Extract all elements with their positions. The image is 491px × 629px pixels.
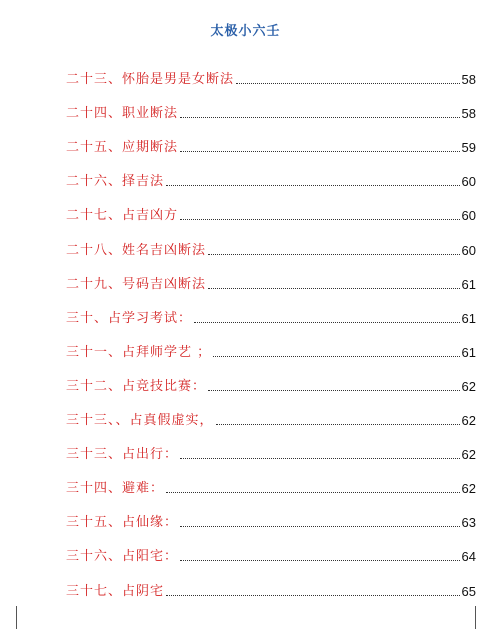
toc-entry-title: 三十三、、占真假虚实，	[66, 413, 214, 429]
toc-entry-page: 60	[461, 242, 476, 258]
toc-entry-page: 62	[461, 447, 476, 463]
toc-entry-page: 61	[461, 276, 476, 292]
toc-entry-title: 二十八、姓名吉凶断法	[66, 242, 207, 258]
toc-entry-page: 62	[461, 413, 476, 429]
toc-leader-dots	[180, 218, 460, 220]
toc-entry-page: 62	[461, 481, 476, 497]
toc-entry-title: 三十六、占阳宅：	[66, 549, 179, 565]
toc-entry-page: 64	[461, 549, 476, 565]
toc-leader-dots	[208, 287, 460, 289]
toc-entry-title: 三十一、占拜师学艺 ；	[66, 344, 212, 360]
toc-leader-dots	[213, 355, 459, 357]
toc-leader-dots	[180, 525, 460, 527]
toc-entry-title: 二十四、职业断法	[66, 106, 179, 122]
toc-entry-page: 58	[461, 72, 476, 88]
toc-entry-page: 59	[461, 140, 476, 156]
toc-entry[interactable]	[66, 90, 476, 124]
toc-entry[interactable]	[66, 295, 476, 329]
toc-leader-dots	[208, 253, 460, 255]
toc-entry[interactable]	[66, 192, 476, 226]
toc-entry-page: 60	[461, 174, 476, 190]
toc-entry[interactable]	[66, 124, 476, 158]
toc-leader-dots	[180, 150, 460, 152]
toc-entry[interactable]	[66, 465, 476, 499]
toc-leader-dots	[180, 116, 460, 118]
toc-entry[interactable]	[66, 226, 476, 260]
toc-leader-dots	[166, 491, 460, 493]
toc-entry-title: 二十七、占吉凶方	[66, 208, 179, 224]
toc-entry[interactable]	[66, 397, 476, 431]
page-header-title: 太极小六壬	[210, 24, 281, 39]
toc-entry-page: 63	[461, 515, 476, 531]
page-right-border	[475, 606, 476, 629]
toc-entry-title: 二十五、应期断法	[66, 140, 179, 156]
toc-leader-dots	[194, 321, 460, 323]
toc-entry[interactable]	[66, 56, 476, 90]
toc-entry[interactable]	[66, 499, 476, 533]
table-of-contents	[66, 56, 476, 602]
toc-entry-title: 三十七、占阴宅	[66, 583, 165, 599]
toc-entry-title: 二十三、怀胎是男是女断法	[66, 72, 235, 88]
toc-entry[interactable]	[66, 567, 476, 601]
toc-entry-title: 三十、占学习考试：	[66, 310, 193, 326]
toc-entry[interactable]	[66, 261, 476, 295]
page-left-border	[16, 606, 17, 629]
toc-entry[interactable]	[66, 329, 476, 363]
toc-entry-page: 60	[461, 208, 476, 224]
toc-leader-dots	[180, 457, 460, 459]
toc-leader-dots	[216, 423, 460, 425]
toc-entry-title: 三十五、占仙缘：	[66, 515, 179, 531]
toc-entry[interactable]	[66, 431, 476, 465]
toc-leader-dots	[236, 82, 460, 84]
toc-entry[interactable]	[66, 363, 476, 397]
toc-entry-page: 62	[461, 378, 476, 394]
toc-entry[interactable]	[66, 158, 476, 192]
toc-entry-title: 三十二、占竞技比赛：	[66, 378, 207, 394]
toc-entry-title: 二十九、号码吉凶断法	[66, 276, 207, 292]
toc-leader-dots	[166, 594, 460, 596]
toc-leader-dots	[208, 389, 460, 391]
toc-entry-page: 58	[461, 106, 476, 122]
toc-leader-dots	[166, 184, 460, 186]
toc-entry-page: 61	[461, 344, 476, 360]
toc-entry-title: 三十三、占出行：	[66, 447, 179, 463]
toc-entry-page: 65	[461, 583, 476, 599]
toc-leader-dots	[180, 559, 460, 561]
toc-entry-page: 61	[461, 310, 476, 326]
toc-entry[interactable]	[66, 533, 476, 567]
toc-entry-title: 三十四、避难：	[66, 481, 165, 497]
toc-entry-title: 二十六、择吉法	[66, 174, 165, 190]
